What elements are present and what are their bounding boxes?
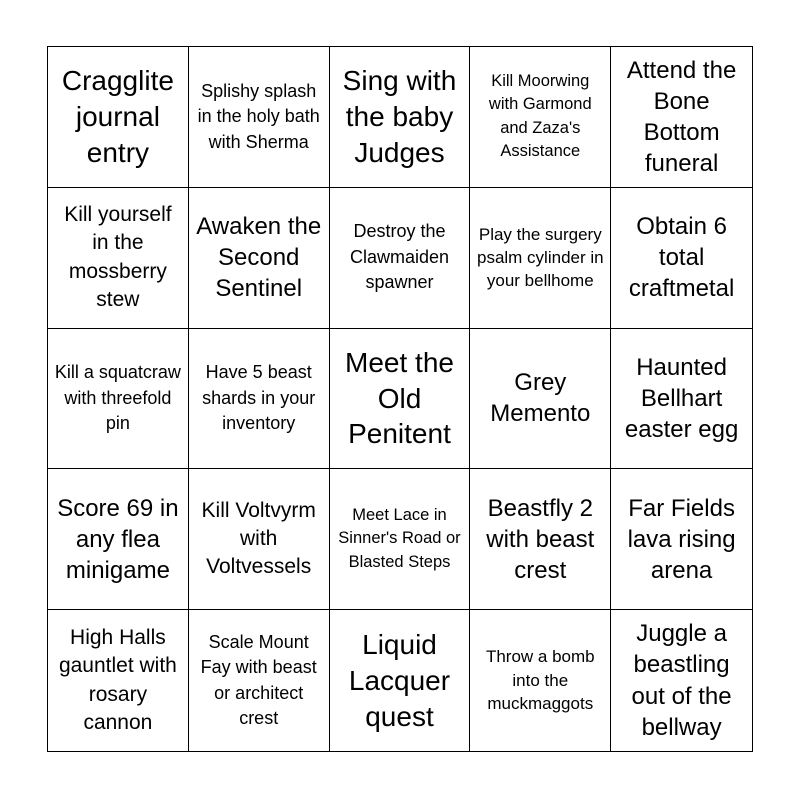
bingo-cell[interactable] xyxy=(330,469,471,610)
bingo-cell-label: High Halls gauntlet with rosary cannon xyxy=(58,625,177,734)
bingo-cell-label: Have 5 beast shards in your inventory xyxy=(202,362,316,434)
bingo-cell[interactable] xyxy=(48,188,189,329)
bingo-cell[interactable] xyxy=(611,610,752,751)
bingo-cell-label: Liquid Lacquer quest xyxy=(348,628,451,732)
bingo-cell[interactable] xyxy=(330,47,471,188)
bingo-cell[interactable] xyxy=(189,188,330,329)
bingo-cell-label: Far Fields lava rising arena xyxy=(627,494,736,584)
bingo-cell[interactable] xyxy=(330,610,471,751)
bingo-cell[interactable] xyxy=(48,469,189,610)
bingo-cell-label: Play the surgery psalm cylinder in your bellhome xyxy=(476,224,604,291)
bingo-cell-label: Awaken the Second Sentinel xyxy=(196,212,322,303)
bingo-cell[interactable] xyxy=(470,610,611,751)
bingo-cell[interactable] xyxy=(189,329,330,470)
bingo-cell[interactable] xyxy=(189,47,330,188)
bingo-cell-label: Meet Lace in Sinner's Road or Blasted Steps xyxy=(338,505,461,572)
bingo-cell-label: Score 69 in any flea minigame xyxy=(57,494,179,584)
bingo-cell-label: Destroy the Clawmaiden spawner xyxy=(349,221,450,293)
bingo-cell[interactable] xyxy=(330,329,471,470)
bingo-cell-label: Kill Moorwing with Garmond and Zaza's Assistance xyxy=(488,71,592,161)
bingo-cell[interactable] xyxy=(470,188,611,329)
bingo-cell[interactable] xyxy=(48,610,189,751)
bingo-cell[interactable] xyxy=(470,47,611,188)
bingo-cell-label: Kill yourself in the mossberry stew xyxy=(64,203,172,312)
bingo-cell-label: Grey Memento xyxy=(490,369,591,428)
bingo-cell[interactable] xyxy=(48,329,189,470)
bingo-cell[interactable] xyxy=(48,47,189,188)
bingo-cell-label: Juggle a beastling out of the bellway xyxy=(631,620,732,741)
bingo-cell-label: Scale Mount Fay with beast or architect crest xyxy=(200,631,317,729)
bingo-cell-label: Obtain 6 total craftmetal xyxy=(628,212,735,303)
bingo-cell-label: Kill a squatcraw with threefold pin xyxy=(54,362,181,434)
bingo-cell-label: Cragglite journal entry xyxy=(61,65,174,168)
bingo-cell-label: Meet the Old Penitent xyxy=(345,346,454,450)
bingo-cell[interactable] xyxy=(611,329,752,470)
bingo-cell[interactable] xyxy=(611,47,752,188)
bingo-cell[interactable] xyxy=(189,610,330,751)
bingo-cell-label: Beastfly 2 with beast crest xyxy=(486,494,595,584)
bingo-cell-label: Splishy splash in the holy bath with Sherma xyxy=(197,80,320,152)
bingo-cell[interactable] xyxy=(611,469,752,610)
bingo-cell-label: Attend the Bone Bottom funeral xyxy=(626,56,737,178)
bingo-cell[interactable] xyxy=(330,188,471,329)
bingo-cell-label: Haunted Bellhart easter egg xyxy=(624,353,739,444)
bingo-cell[interactable] xyxy=(611,188,752,329)
bingo-cell-label: Sing with the baby Judges xyxy=(342,65,457,168)
bingo-cell[interactable] xyxy=(189,469,330,610)
bingo-cell[interactable] xyxy=(470,469,611,610)
bingo-cell-label: Throw a bomb into the muckmaggots xyxy=(485,647,595,714)
bingo-cell-label: Kill Voltvyrm with Voltvessels xyxy=(201,498,316,579)
bingo-board xyxy=(47,46,753,752)
bingo-cell[interactable] xyxy=(470,329,611,470)
